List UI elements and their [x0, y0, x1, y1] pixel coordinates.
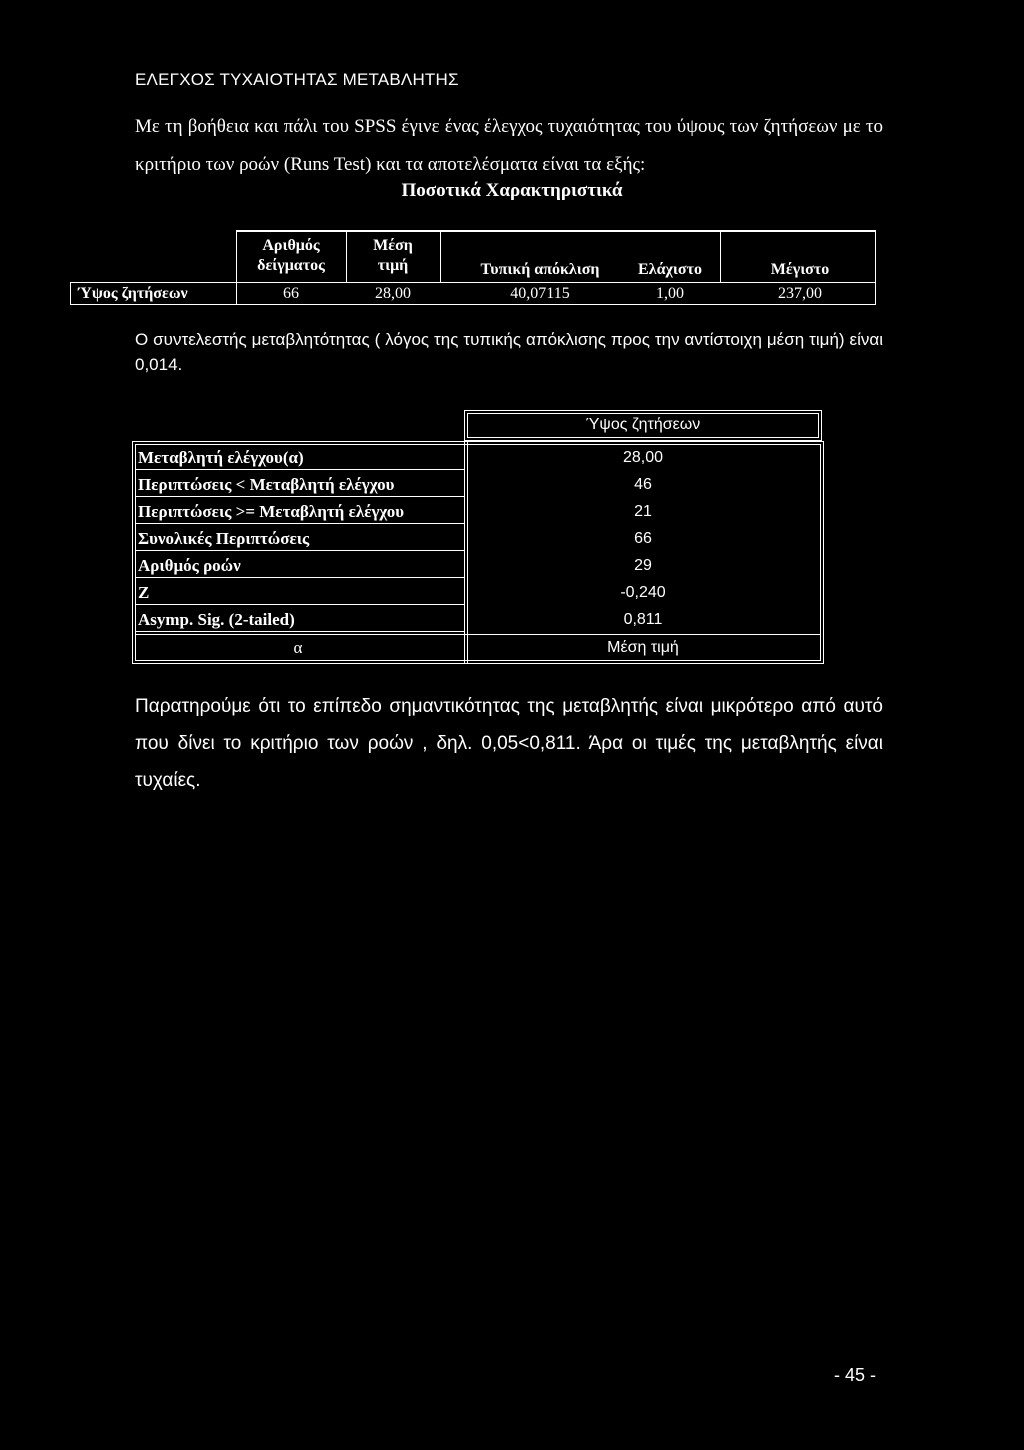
cv-paragraph: Ο συντελεστής μεταβλητότητας ( λόγος της τυπικής απόκλισης προς την αντίστοιχη μέση τιμή) είναι 0,014. — [135, 330, 883, 374]
row-label-cases-above: Περιπτώσεις >= Μεταβλητή ελέγχου — [138, 502, 405, 521]
footnote-value: Μέση τιμή — [607, 639, 679, 656]
intro-paragraph: Με τη βοήθεια και πάλι του SPSS έγινε ένας έλεγχος τυχαιότητας του ύψους των ζητήσεων με το κριτήριο των ροών (Runs Test) και τα αποτελέσματα είναι τα εξής: — [135, 116, 883, 175]
row-value-z: -0,240 — [620, 584, 666, 601]
page-number: - 45 - — [834, 1365, 877, 1385]
table-rule — [875, 230, 876, 305]
table-rule — [135, 469, 465, 470]
header-maximum: Μέγιστο — [770, 261, 830, 278]
row-label-asymp-sig: Asymp. Sig. (2-tailed) — [138, 610, 295, 629]
header-sample-size-line1: Αριθμός — [262, 237, 320, 254]
row-value-cases-above: 21 — [634, 503, 652, 520]
conclusion-paragraph: Παρατηρούμε ότι το επίπεδο σημαντικότητας της μεταβλητής είναι μικρότερο από αυτό που δίνει το κριτήριο των ροών , δηλ. 0,05<0,811. Άρα οι τιμές της μεταβλητής είναι τυχαίες. — [135, 696, 883, 791]
table-rule — [70, 282, 876, 283]
row-value-number-of-runs: 29 — [634, 557, 652, 574]
table-rule — [467, 441, 468, 664]
value-sample-size: 66 — [283, 285, 299, 302]
row-value-test-value: 28,00 — [622, 449, 664, 466]
section-heading: ΕΛΕΓΧΟΣ ΤΥΧΑΙΟΤΗΤΑΣ ΜΕΤΑΒΛΗΤΗΣ — [135, 70, 459, 89]
descriptive-stats-table — [70, 230, 876, 306]
table-rule — [70, 282, 71, 305]
row-label-z: Z — [138, 583, 150, 602]
runs-test-table — [132, 408, 824, 664]
row-label: Ύψος ζητήσεων — [78, 285, 188, 302]
footnote-label: α — [293, 638, 303, 657]
header-minimum: Ελάχιστο — [638, 261, 702, 278]
table-rule — [135, 604, 465, 605]
header-std-dev: Τυπική απόκλιση — [480, 261, 600, 278]
table-rule — [135, 634, 821, 635]
header-mean-line2: τιμή — [377, 257, 409, 274]
row-value-cases-below: 46 — [634, 476, 652, 493]
table-rule — [135, 577, 465, 578]
row-label-number-of-runs: Αριθμός ροών — [138, 556, 241, 575]
stats-table-title: Ποσοτικά Χαρακτηριστικά — [401, 180, 623, 201]
table-rule — [135, 550, 465, 551]
row-value-total-cases: 66 — [634, 530, 652, 547]
row-label-total-cases: Συνολικές Περιπτώσεις — [138, 529, 310, 548]
value-maximum: 237,00 — [778, 285, 822, 302]
table-rule — [135, 496, 465, 497]
header-mean-line1: Μέση — [373, 237, 413, 254]
row-value-asymp-sig: 0,811 — [623, 611, 663, 628]
table-rule — [135, 523, 465, 524]
column-header: Ύψος ζητήσεων — [585, 416, 701, 433]
header-sample-size-line2: δείγματος — [257, 257, 325, 274]
table-rule — [236, 230, 876, 232]
value-std-dev: 40,07115 — [510, 285, 570, 302]
row-label-test-value: Μεταβλητή ελέγχου(α) — [138, 448, 304, 467]
value-mean: 28,00 — [375, 285, 411, 302]
table-rule — [135, 631, 465, 632]
row-label-cases-below: Περιπτώσεις < Μεταβλητή ελέγχου — [138, 475, 395, 494]
table-rule — [70, 304, 876, 305]
value-minimum: 1,00 — [656, 285, 684, 302]
